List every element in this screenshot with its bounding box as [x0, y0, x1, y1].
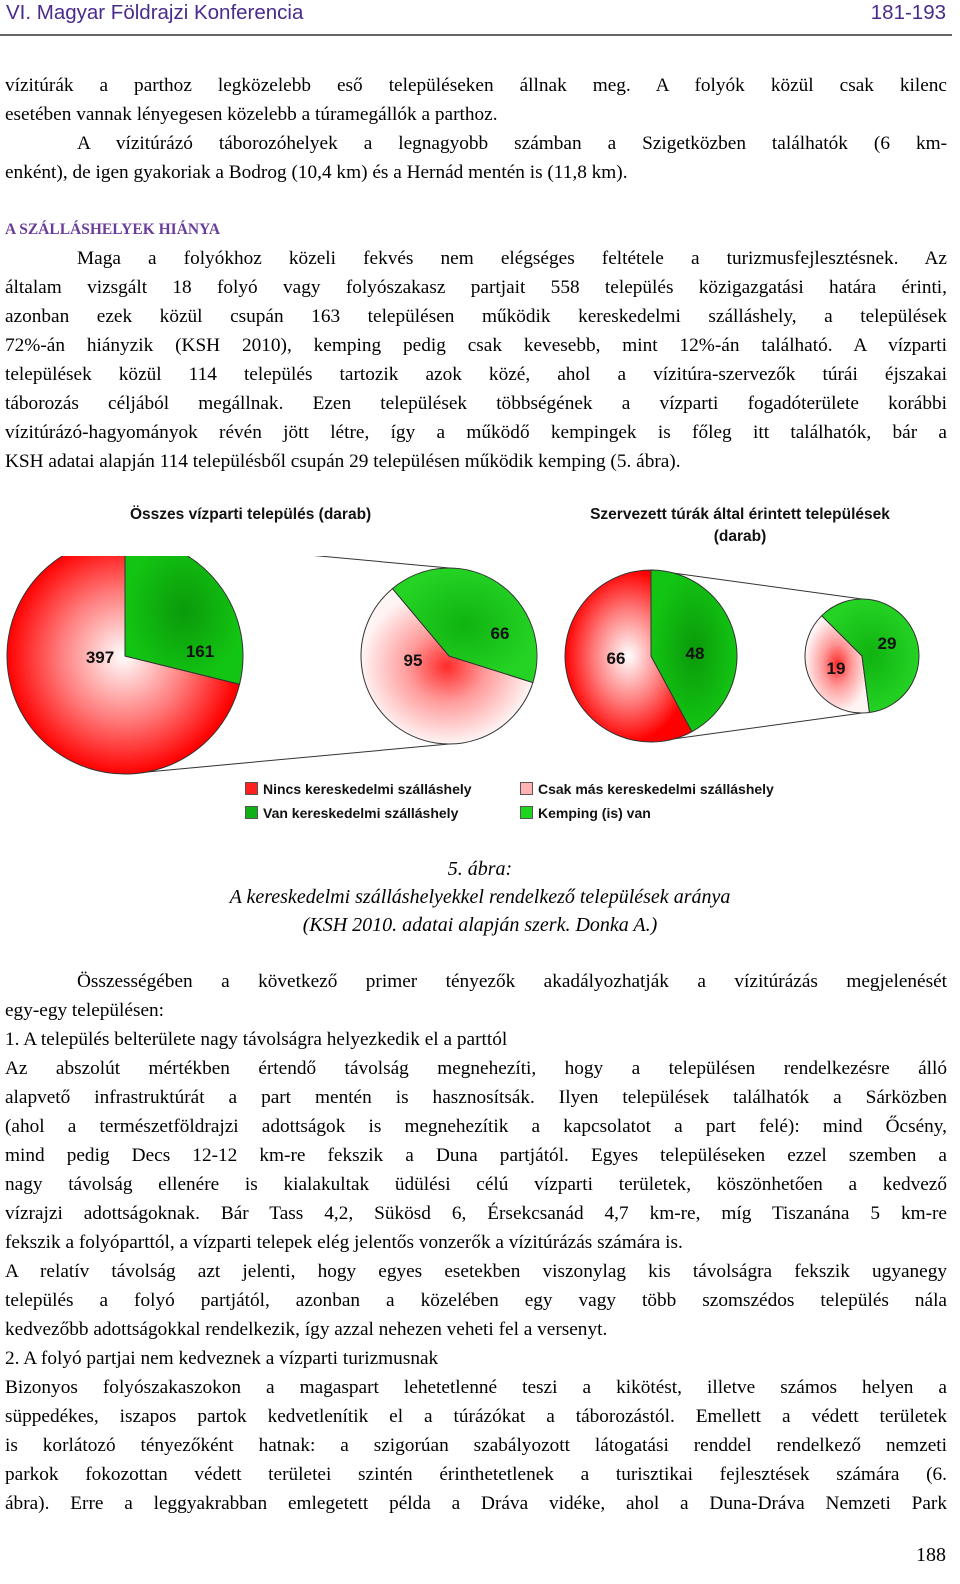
label-161: 161 [185, 642, 215, 661]
list-heading-1: 1. A település belterülete nagy távolságra helyezkedik el a parttól [5, 1029, 508, 1050]
pie-charts-svg [0, 556, 960, 826]
legend-swatch-green [245, 806, 258, 819]
text-line: mind pedig Decs 12-12 km-re fekszik a Duna partjától. Egyes településeken ezzel szemben a [5, 1145, 947, 1166]
text-line: Az abszolút mértékben értendő távolság megnehezíti, hogy a településen rendelkezésre álló [5, 1058, 947, 1079]
text-line: enként), de igen gyakoriak a Bodrog (10,4 km) és a Hernád mentén is (11,8 km). [5, 162, 628, 183]
page-number: 188 [916, 1544, 946, 1566]
text-line: is korlátozó tényezőként hatnak: a szigorúan szabályozott látogatási renddel rendelkező nemzeti [5, 1435, 947, 1456]
figure-caption-source: (KSH 2010. adatai alapján szerk. Donka A.) [302, 914, 658, 936]
legend-label: Csak más kereskedelmi szálláshely [538, 781, 774, 797]
legend-swatch-pink [520, 782, 533, 795]
text-line: Maga a folyókhoz közeli fekvés nem elégséges feltétele a turizmusfejlesztésnek. Az [77, 248, 947, 269]
text-line: parkok fokozottan védett területei szintén érinthetetlenek a turisztikai fejlesztések számára (6. [5, 1464, 947, 1485]
legend-kemping [520, 804, 651, 822]
text-line: kedvezőbb adottságokkal rendelkezik, így azzal nehezen veheti fel a versenyt. [5, 1319, 608, 1340]
text-line: esetében vannak lényegesen közelebb a túramegállók a parthoz. [5, 104, 498, 125]
figure-caption-title: A kereskedelmi szálláshelyekkel rendelkező települések aránya [229, 886, 731, 908]
label-66-b: 66 [606, 649, 626, 668]
legend-label: Van kereskedelmi szálláshely [263, 805, 459, 821]
label-397: 397 [85, 648, 115, 667]
text-line: fekszik a folyóparttól, a vízparti telepek elég jelentős vonzerők a vízitúrázás számára is. [5, 1232, 683, 1253]
chart-title-right-line1: Szervezett túrák által érintett települések [590, 506, 890, 523]
text-line: Összességében a következő primer tényezők akadályozhatják a vízitúrázás megjelenését [77, 971, 947, 992]
legend-nincs [245, 780, 472, 798]
text-line: Bizonyos folyószakaszokon a magaspart lehetetlenné teszi a kikötést, illetve számos helyen a [5, 1377, 947, 1398]
chart-title-right [560, 504, 920, 548]
page-header [0, 0, 952, 36]
conference-title: VI. Magyar Földrajzi Konferencia [6, 1, 304, 24]
text-line: A relatív távolság azt jelenti, hogy egyes esetekben viszonylag kis távolságra fekszik ugyanegy [5, 1261, 947, 1282]
legend-label: Kemping (is) van [538, 805, 651, 821]
text-line: település a folyó partjától, azonban a közelében egy vagy több szomszédos település nála [5, 1290, 947, 1311]
figure-caption-number: 5. ábra: [447, 858, 513, 880]
legend-swatch-red [245, 782, 258, 795]
text-line: vízitúrák a parthoz legközelebb eső településeken állnak meg. A folyók közül csak kilenc [5, 75, 947, 96]
text-line: 72%-án hiányzik (KSH 2010), kemping pedig csak kevesebb, mint 12%-án található. A vízparti [5, 335, 947, 356]
text-line: azonban ezek közül csupán 163 településen működik kereskedelmi szálláshely, a települések [5, 306, 947, 327]
label-48: 48 [685, 644, 705, 663]
text-line: vízitúrázó-hagyományok révén jött létre, így a működő kempingek is főleg itt találhatók, bár a [5, 422, 947, 443]
label-29: 29 [877, 634, 897, 653]
text-line: egy-egy településen: [5, 1000, 165, 1021]
text-line: települések közül 114 település tartozik azok közé, ahol a vízitúra-szervezők túrái éjszakai [5, 364, 947, 385]
text-line: (ahol a természetföldrajzi adottságok is megnehezítik a kapcsolatot a part felé): mind Őcsény, [5, 1116, 947, 1137]
label-66-a: 66 [490, 624, 510, 643]
text-line: alapvető infrastruktúrát a part mentén is hasznosítsák. Ilyen települések találhatók a Sárközben [5, 1087, 947, 1108]
text-line: A vízitúrázó táborozóhelyek a legnagyobb számban a Szigetközben találhatók (6 km- [77, 133, 947, 154]
page-range: 181-193 [870, 1, 946, 24]
text-line: KSH adatai alapján 114 településből csupán 29 településen működik kemping (5. ábra). [5, 451, 681, 472]
text-line: általam vizsgált 18 folyó vagy folyószakasz partjait 558 település közigazgatási határa érinti, [5, 277, 947, 298]
legend-swatch-lightgreen [520, 806, 533, 819]
text-line: táborozás céljából megállnak. Ezen települések többségének a vízparti fogadóterülete korábbi [5, 393, 947, 414]
label-95: 95 [403, 651, 423, 670]
section-heading: A SZÁLLÁSHELYEK HIÁNYA [5, 221, 221, 238]
label-19: 19 [826, 659, 846, 678]
text-line: nagy távolság ellenére is kialakultak üdülési célú vízparti területek, köszönhetően a kedvező [5, 1174, 947, 1195]
legend-van [245, 804, 458, 822]
pie-slices [7, 556, 919, 774]
text-line: ábra). Erre a leggyakrabban emlegetett példa a Dráva vidéke, ahol a Duna-Dráva Nemzeti Park [5, 1493, 947, 1514]
legend-label: Nincs kereskedelmi szálláshely [263, 781, 472, 797]
chart-title-left: Összes vízparti település (darab) [130, 506, 372, 523]
chart-title-right-line2: (darab) [713, 528, 767, 545]
pie-chart-figure [0, 492, 960, 832]
text-line: vízrajzi adottságoknak. Bár Tass 4,2, Sükösd 6, Érsekcsanád 4,7 km-re, míg Tiszanána 5 km-re [5, 1203, 947, 1224]
legend-csak-mas [520, 780, 774, 798]
list-heading-2: 2. A folyó partjai nem kedveznek a vízparti turizmusnak [5, 1348, 439, 1369]
text-line: süppedékes, iszapos partok kedvetlenítik el a túrázókat a táborozástól. Emellett a védett területek [5, 1406, 947, 1427]
